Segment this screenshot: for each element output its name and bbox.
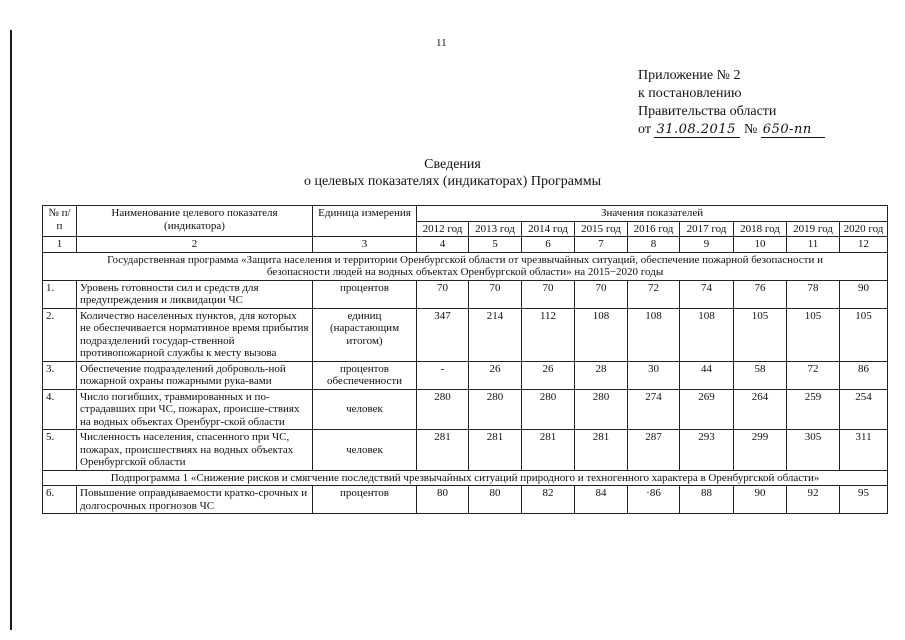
col-number: 5 <box>469 237 522 253</box>
unit-of-measure: процентов <box>313 486 417 514</box>
unit-of-measure: единиц (нарастающим итогом) <box>313 308 417 361</box>
table-row <box>43 486 888 514</box>
program-title: Государственная программа «Защита населения и территории Оренбургской области от чрезвычайных ситуаций, обеспечение пожарной безопасности и безопасности людей на водных объектах Оренбургской области» на 2015−2020 годы <box>43 252 888 280</box>
indicator-value: 26 <box>469 361 522 389</box>
col-number: 6 <box>522 237 575 253</box>
indicator-value: 347 <box>417 308 469 361</box>
indicator-name: Повышение оправдываемости кратко-срочных и долгосрочных прогнозов ЧС <box>77 486 313 514</box>
indicator-value: 90 <box>840 280 888 308</box>
table-row <box>43 280 888 308</box>
col-number: 10 <box>734 237 787 253</box>
indicator-value: 311 <box>840 430 888 471</box>
indicator-value: 72 <box>787 361 840 389</box>
col-number: 8 <box>628 237 680 253</box>
indicator-value: 293 <box>680 430 734 471</box>
date-prefix: от <box>638 122 651 137</box>
header-year: 2016 год <box>628 221 680 237</box>
header-name: Наименование целевого показателя (индикатора) <box>77 206 313 237</box>
header-year: 2017 год <box>680 221 734 237</box>
annex-block <box>638 67 825 139</box>
header-year: 2014 год <box>522 221 575 237</box>
col-number: 4 <box>417 237 469 253</box>
row-number: 5. <box>43 430 77 471</box>
indicator-value: 214 <box>469 308 522 361</box>
col-number: 12 <box>840 237 888 253</box>
header-year: 2012 год <box>417 221 469 237</box>
title-line-2: о целевых показателях (индикаторах) Программы <box>303 174 602 189</box>
header-year: 2020 год <box>840 221 888 237</box>
header-year: 2019 год <box>787 221 840 237</box>
indicator-value: 70 <box>522 280 575 308</box>
annex-date-line <box>638 121 825 139</box>
indicator-value: 78 <box>787 280 840 308</box>
indicator-value: 28 <box>575 361 628 389</box>
title-line-1: Сведения <box>424 157 481 172</box>
indicator-value: 58 <box>734 361 787 389</box>
indicator-value: 254 <box>840 389 888 430</box>
indicator-name: Число погибших, травмированных и по-страдавших при ЧС, пожарах, происше-ствиях на водных объектах Оренбург-ской области <box>77 389 313 430</box>
indicator-value: 264 <box>734 389 787 430</box>
scan-edge-line <box>10 30 12 630</box>
indicator-value: 70 <box>469 280 522 308</box>
table-row <box>43 430 888 471</box>
indicator-value: 281 <box>522 430 575 471</box>
annex-line-3: Правительства области <box>638 104 777 119</box>
indicator-value: 82 <box>522 486 575 514</box>
indicator-value: 108 <box>628 308 680 361</box>
indicator-name: Численность населения, спасенного при ЧС, пожарах, происшествиях на водных объектах Оренбургской области <box>77 430 313 471</box>
indicator-value: 274 <box>628 389 680 430</box>
page-number: 11 <box>436 37 447 49</box>
indicator-value: 281 <box>417 430 469 471</box>
indicator-value: 105 <box>840 308 888 361</box>
row-number: 1. <box>43 280 77 308</box>
indicator-value: 90 <box>734 486 787 514</box>
indicator-value: 44 <box>680 361 734 389</box>
table-row <box>43 361 888 389</box>
indicator-value: 299 <box>734 430 787 471</box>
subprogram-title-row <box>43 470 888 486</box>
col-number: 11 <box>787 237 840 253</box>
handwritten-number: 650-пп <box>761 123 825 138</box>
indicator-value: 80 <box>469 486 522 514</box>
indicator-value: 105 <box>734 308 787 361</box>
unit-of-measure: человек <box>313 430 417 471</box>
indicator-value: 269 <box>680 389 734 430</box>
program-title-row <box>43 252 888 280</box>
header-year: 2015 год <box>575 221 628 237</box>
subprogram-title: Подпрограмма 1 «Снижение рисков и смягчение последствий чрезвычайных ситуаций природного и техногенного характера в Оренбургской области» <box>43 470 888 486</box>
indicator-value: 70 <box>575 280 628 308</box>
indicator-value: 92 <box>787 486 840 514</box>
indicator-value: 280 <box>417 389 469 430</box>
indicator-value: 95 <box>840 486 888 514</box>
handwritten-date: 31.08.2015 <box>654 123 740 138</box>
indicator-value: 108 <box>680 308 734 361</box>
unit-of-measure: процентов <box>313 280 417 308</box>
header-num: № п/п <box>43 206 77 237</box>
indicator-value: 105 <box>787 308 840 361</box>
col-number: 7 <box>575 237 628 253</box>
indicator-value: 287 <box>628 430 680 471</box>
indicator-value: 305 <box>787 430 840 471</box>
indicators-table <box>42 205 888 514</box>
indicator-value: 88 <box>680 486 734 514</box>
indicator-value: 74 <box>680 280 734 308</box>
indicator-value: 30 <box>628 361 680 389</box>
col-number: 2 <box>77 237 313 253</box>
table-row <box>43 389 888 430</box>
indicator-value: 259 <box>787 389 840 430</box>
unit-of-measure: человек <box>313 389 417 430</box>
header-year: 2013 год <box>469 221 522 237</box>
indicator-value: 112 <box>522 308 575 361</box>
indicator-value: 281 <box>469 430 522 471</box>
col-number: 9 <box>680 237 734 253</box>
indicator-value: 84 <box>575 486 628 514</box>
unit-of-measure: процентов обеспеченности <box>313 361 417 389</box>
header-unit: Единица измерения <box>313 206 417 237</box>
annex-line-1: Приложение № 2 <box>638 68 741 83</box>
number-prefix: № <box>743 122 758 137</box>
col-number: 1 <box>43 237 77 253</box>
indicator-value: 72 <box>628 280 680 308</box>
row-number: 3. <box>43 361 77 389</box>
row-number: 6. <box>43 486 77 514</box>
indicator-value: 281 <box>575 430 628 471</box>
indicator-name: Обеспечение подразделений доброволь-ной пожарной охраны пожарными рука-вами <box>77 361 313 389</box>
indicator-value: 280 <box>575 389 628 430</box>
indicator-value: 108 <box>575 308 628 361</box>
row-number: 4. <box>43 389 77 430</box>
column-number-row <box>43 237 888 253</box>
indicator-value: 86 <box>840 361 888 389</box>
indicator-value: 70 <box>417 280 469 308</box>
table-row <box>43 308 888 361</box>
annex-line-2: к постановлению <box>638 86 742 101</box>
header-values: Значения показателей <box>417 206 888 222</box>
col-number: 3 <box>313 237 417 253</box>
indicator-value: 280 <box>469 389 522 430</box>
document-title <box>0 156 905 190</box>
indicator-value: ·86 <box>628 486 680 514</box>
row-number: 2. <box>43 308 77 361</box>
indicator-value: 76 <box>734 280 787 308</box>
header-row <box>43 206 888 222</box>
header-year: 2018 год <box>734 221 787 237</box>
indicator-name: Уровень готовности сил и средств для предупреждения и ликвидации ЧС <box>77 280 313 308</box>
indicator-value: - <box>417 361 469 389</box>
indicator-value: 26 <box>522 361 575 389</box>
indicator-name: Количество населенных пунктов, для которых не обеспечивается нормативное время прибытия подразделений государ-ственной противопожарной службы к месту вызова <box>77 308 313 361</box>
indicator-value: 280 <box>522 389 575 430</box>
indicator-value: 80 <box>417 486 469 514</box>
